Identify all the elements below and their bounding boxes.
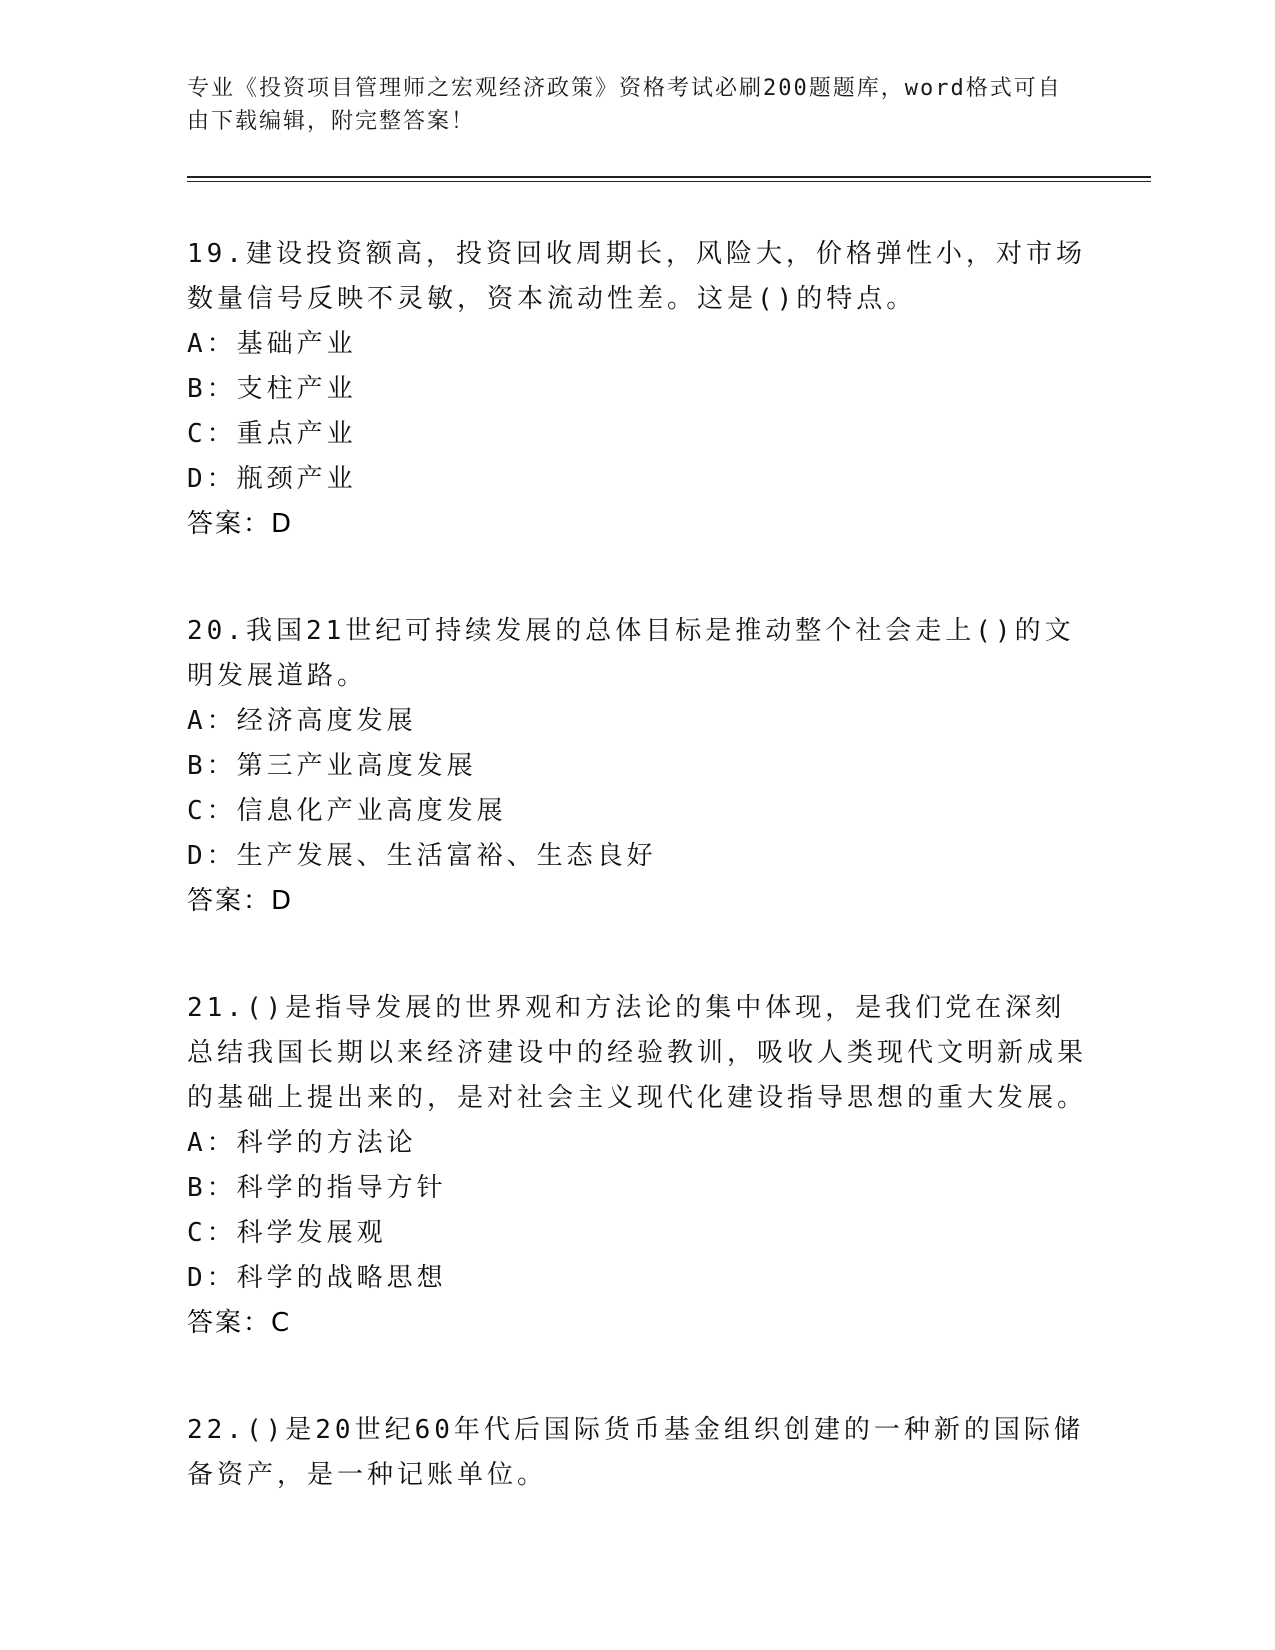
option-a: A：基础产业 [187,329,357,359]
answer-line: 答案：D [187,886,294,916]
option-c: C：重点产业 [187,419,357,449]
header-divider-thick [187,176,1151,178]
question-list [187,232,1087,1560]
answer-line: 答案：D [187,509,294,539]
option-b: B：第三产业高度发展 [187,751,477,781]
question-20 [187,609,1087,924]
option-b: B：科学的指导方针 [187,1173,447,1203]
question-stem: 21.()是指导发展的世界观和方法论的集中体现，是我们党在深刻总结我国长期以来经济建设中的经验教训，吸收人类现代文明新成果的基础上提出来的，是对社会主义现代化建设指导思想的重大发展。 [187,993,1088,1113]
question-stem: 19.建设投资额高，投资回收周期长，风险大，价格弹性小，对市场数量信号反映不灵敏，资本流动性差。这是()的特点。 [187,239,1086,314]
question-22 [187,1408,1087,1498]
option-a: A：科学的方法论 [187,1128,417,1158]
option-d: D：科学的战略思想 [187,1263,447,1293]
option-c: C：信息化产业高度发展 [187,796,507,826]
question-stem: 20.我国21世纪可持续发展的总体目标是推动整个社会走上()的文明发展道路。 [187,616,1075,691]
answer-line: 答案：C [187,1308,292,1338]
option-d: D：瓶颈产业 [187,464,357,494]
option-a: A：经济高度发展 [187,706,417,736]
question-19 [187,232,1087,547]
option-d: D：生产发展、生活富裕、生态良好 [187,841,657,871]
question-21 [187,986,1087,1346]
option-b: B：支柱产业 [187,374,357,404]
option-c: C：科学发展观 [187,1218,387,1248]
header-divider-thin [187,181,1151,182]
question-stem: 22.()是20世纪60年代后国际货币基金组织创建的一种新的国际储备资产，是一种记账单位。 [187,1415,1084,1490]
document-header-title: 专业《投资项目管理师之宏观经济政策》资格考试必刷200题题库，word格式可自由下载编辑，附完整答案！ [187,76,1062,134]
